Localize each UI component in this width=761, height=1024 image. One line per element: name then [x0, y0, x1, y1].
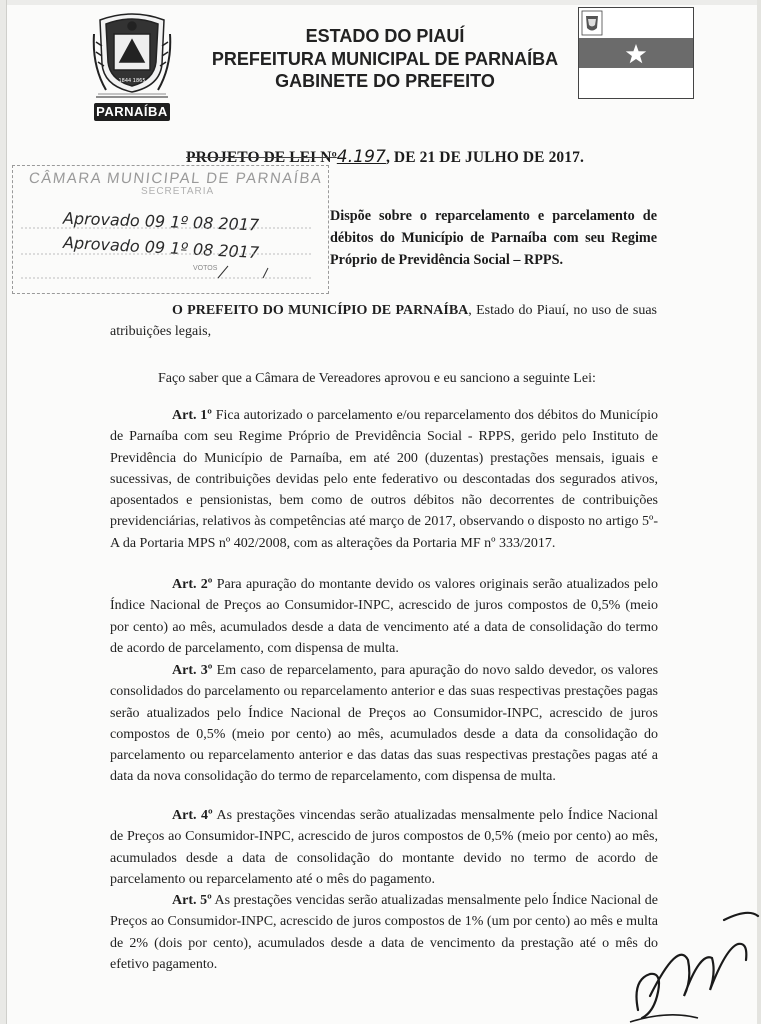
page-edge-top: [0, 0, 761, 5]
article-label: Art. 2º: [172, 577, 213, 592]
prefecture-name: PREFEITURA MUNICIPAL DE PARNAÍBA: [211, 49, 559, 69]
article-5: [110, 890, 658, 975]
article-text: Fica autorizado o parcelamento e/ou reparcelamento dos débitos do Município de Parnaíba com seu Regime Próprio de Previdência Social - RPPS, gerido pelo Instituto de Previdência do Município de Parnaíba, em até 200 (duzentas) prestações mensais, iguais e sucessivas, de contribuições devidas pelo ente federativo ou descontadas dos segurados ativos, aposentados e pensionistas, bem como de outros débitos não decorrentes de contribuições previdenciárias, relativos às competências até março de 2017, observando o disposto no artigo 5º-A da Portaria MPS nº 402/2008, com as alterações da Portaria MF nº 333/2017.: [110, 408, 659, 551]
article-label: Art. 4º: [172, 808, 213, 823]
preamble-rest: , Estado do Piauí, no uso de suas atribuições legais,: [110, 303, 657, 340]
bill-number: 4.197: [336, 147, 386, 167]
article-text: As prestações vincendas serão atualizadas mensalmente pelo Índice Nacional de Preços ao Consumidor-INPC, acrescido de juros compostos de 0,5% (meio por cento) ao mês, acumulados desde a data de consolidação do montante devido no termo de acordo de parcelamento ou reparcelamento até o mês do pagamento.: [110, 808, 658, 887]
article-text: Em caso de reparcelamento, para apuração do novo saldo devedor, os valores consolidados do parcelamento ou reparcelamento anterior e das suas respectivas prestações pagas serão atualizados pelo Índice Nacional de Preços ao Consumidor-INPC, acrescido de juros compostos de 0,5% (meio por cento) ao mês, acumulados desde a data da consolidação do parcelamento ou reparcelamento anterior e das datas das suas respectivas prestações pagas até a data da nova consolidação do termo de reparcelamento, com dispensa de multa.: [110, 663, 659, 785]
preamble: [110, 300, 657, 343]
handwritten-signature-icon: [628, 900, 761, 1024]
article-2: [110, 574, 658, 659]
bill-title: [186, 147, 584, 167]
bill-summary: Dispõe sobre o reparcelamento e parcelamento de débitos do Município de Parnaíba com seu Regime Próprio de Previdência Social – RPPS.: [330, 208, 657, 268]
article-label: Art. 3º: [172, 663, 213, 678]
state-name: ESTADO DO PIAUÍ: [305, 26, 465, 46]
article-4: [110, 805, 658, 890]
letterhead: [185, 24, 585, 92]
article-label: Art. 5º: [172, 893, 212, 908]
stamp-lines-icon: [13, 166, 328, 293]
article-text: As prestações vencidas serão atualizadas mensalmente pelo Índice Nacional de Preços ao Consumidor-INPC, acrescido de juros compostos de 1% (um por cento) ao mês e multa de 2% (dois por cento), acumulados desde a data de vencimento da prestação até o mês do efetivo pagamento.: [110, 893, 659, 972]
enactment-clause: Faço saber que a Câmara de Vereadores aprovou e eu sanciono a seguinte Lei:: [158, 371, 596, 386]
approval-stamp: [12, 165, 329, 294]
article-1: [110, 405, 658, 554]
stamp-votes-label: VOTOS: [193, 265, 218, 272]
stamp-approved-first: Aprovado 09 1º 08 2017: [62, 208, 260, 235]
preamble-authority: O PREFEITO DO MUNICÍPIO DE PARNAÍBA: [172, 303, 469, 318]
article-label: Art. 1º: [172, 408, 212, 423]
article-text: Para apuração do montante devido os valores originais serão atualizados pelo Índice Nacional de Preços ao Consumidor-INPC, acrescido de juros compostos de 0,5% (meio por cento) ao mês, acumulados desde a data de vencimento até a data de consolidação do termo de acordo de parcelamento, com dispensa de multa.: [110, 577, 659, 656]
page-edge-right: [757, 0, 761, 1024]
crest-label: PARNAÍBA: [96, 104, 168, 119]
article-3: [110, 660, 658, 788]
svg-text:1844 1865: 1844 1865: [118, 78, 146, 84]
stamp-subtitle: SECRETARIA: [141, 186, 215, 197]
stamp-institution: CÂMARA MUNICIPAL DE PARNAÍBA: [28, 170, 324, 187]
page-edge-left: [0, 0, 7, 1024]
stamp-approved-second: Aprovado 09 1º 08 2017: [62, 232, 260, 263]
bill-title-prefix: PROJETO DE LEI Nº: [186, 149, 337, 166]
bill-title-suffix: , DE 21 DE JULHO DE 2017.: [385, 149, 584, 166]
office-name: GABINETE DO PREFEITO: [275, 71, 495, 91]
municipal-flag-icon: [578, 7, 694, 99]
